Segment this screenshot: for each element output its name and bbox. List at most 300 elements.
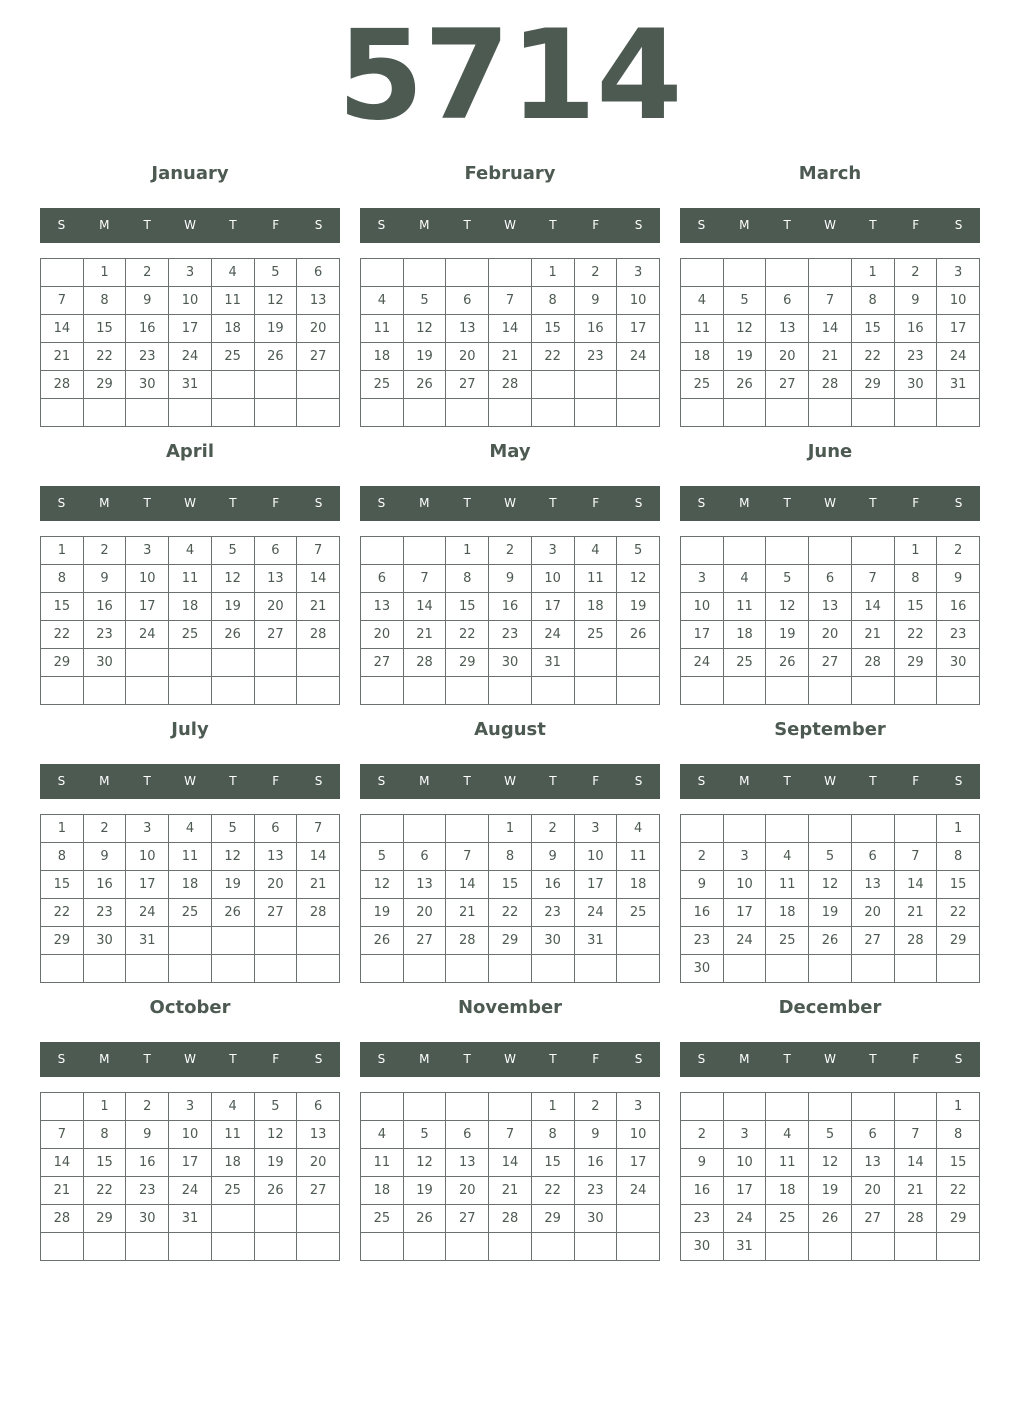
day-cell: 26 [403, 371, 446, 399]
day-cell: 18 [681, 343, 724, 371]
day-cell: 5 [809, 843, 852, 871]
day-cell: 18 [211, 315, 254, 343]
day-cell: 22 [489, 899, 532, 927]
day-cell: 18 [723, 621, 766, 649]
weekday-label: T [549, 1052, 557, 1066]
week-row [681, 1093, 980, 1121]
weekday-label: S [314, 218, 323, 232]
day-cell: 6 [446, 287, 489, 315]
day-cell: 23 [937, 621, 980, 649]
day-cell: 25 [574, 621, 617, 649]
day-cell: 11 [169, 565, 212, 593]
day-cell: 18 [574, 593, 617, 621]
day-cell: 16 [574, 315, 617, 343]
weekday-header [40, 764, 340, 799]
day-cell: 1 [937, 1093, 980, 1121]
day-cell: 10 [937, 287, 980, 315]
day-cell: 31 [531, 649, 574, 677]
month-name: November [457, 997, 563, 1018]
weekday-label: M [739, 774, 750, 788]
weekday-label: S [314, 496, 323, 510]
day-cell: 25 [766, 927, 809, 955]
day-cell: 22 [937, 1177, 980, 1205]
day-cell: 26 [617, 621, 660, 649]
day-cell: 28 [851, 649, 894, 677]
weekday-label: F [272, 218, 280, 232]
day-cell: 18 [211, 1149, 254, 1177]
day-cell: 1 [83, 1093, 126, 1121]
day-cell [723, 259, 766, 287]
day-cell [531, 1233, 574, 1261]
week-row [41, 1233, 340, 1261]
day-cell: 16 [681, 899, 724, 927]
day-cell: 27 [851, 927, 894, 955]
weekday-label: T [143, 218, 151, 232]
month-name: April [165, 441, 215, 462]
day-cell: 29 [489, 927, 532, 955]
day-cell: 17 [937, 315, 980, 343]
day-cell [83, 955, 126, 983]
weekday-label: F [272, 774, 280, 788]
day-cell: 26 [211, 899, 254, 927]
day-cell: 29 [41, 927, 84, 955]
day-cell: 16 [894, 315, 937, 343]
day-cell: 7 [894, 1121, 937, 1149]
day-cell: 18 [169, 871, 212, 899]
day-cell [937, 955, 980, 983]
day-cell: 14 [41, 1149, 84, 1177]
day-cell: 17 [681, 621, 724, 649]
day-cell: 25 [723, 649, 766, 677]
day-cell: 14 [403, 593, 446, 621]
day-cell [617, 927, 660, 955]
day-cell: 24 [723, 927, 766, 955]
day-cell [574, 1233, 617, 1261]
day-cell [446, 677, 489, 705]
day-cell: 31 [937, 371, 980, 399]
day-cell: 30 [574, 1205, 617, 1233]
day-cell: 14 [297, 565, 340, 593]
day-cell [937, 399, 980, 427]
weekday-label: M [419, 774, 430, 788]
day-cell [403, 815, 446, 843]
day-cell [297, 399, 340, 427]
week-row [681, 343, 980, 371]
day-cell: 14 [894, 1149, 937, 1177]
weekday-label: M [99, 774, 110, 788]
day-cell: 30 [894, 371, 937, 399]
day-cell: 10 [126, 565, 169, 593]
day-cell: 6 [851, 843, 894, 871]
week-row [41, 955, 340, 983]
weekday-label: T [869, 774, 877, 788]
day-grid [680, 258, 980, 427]
day-cell: 9 [83, 565, 126, 593]
day-cell [297, 1205, 340, 1233]
week-row [681, 1149, 980, 1177]
day-cell: 13 [361, 593, 404, 621]
day-cell: 16 [937, 593, 980, 621]
day-cell [169, 677, 212, 705]
day-cell: 1 [489, 815, 532, 843]
day-cell: 31 [169, 371, 212, 399]
week-row [361, 343, 660, 371]
day-cell: 22 [83, 343, 126, 371]
day-cell: 12 [211, 843, 254, 871]
day-cell: 11 [617, 843, 660, 871]
day-cell: 17 [531, 593, 574, 621]
day-cell [169, 649, 212, 677]
day-cell [446, 399, 489, 427]
day-cell: 9 [126, 287, 169, 315]
day-cell: 31 [574, 927, 617, 955]
day-cell [766, 1233, 809, 1261]
day-cell: 1 [531, 259, 574, 287]
day-cell: 12 [361, 871, 404, 899]
day-cell: 1 [937, 815, 980, 843]
weekday-header [40, 1042, 340, 1077]
weekday-label: S [314, 774, 323, 788]
day-cell: 9 [126, 1121, 169, 1149]
day-cell [489, 399, 532, 427]
day-cell: 23 [574, 1177, 617, 1205]
weekday-label: W [824, 218, 836, 232]
month-name: March [798, 163, 862, 184]
day-cell: 8 [489, 843, 532, 871]
day-cell: 10 [531, 565, 574, 593]
day-cell: 28 [297, 899, 340, 927]
day-cell: 12 [254, 1121, 297, 1149]
day-cell [83, 399, 126, 427]
day-cell [851, 677, 894, 705]
day-cell: 15 [531, 315, 574, 343]
day-cell [361, 1093, 404, 1121]
weekday-label: S [314, 1052, 323, 1066]
day-cell: 21 [489, 343, 532, 371]
weekday-label: S [954, 1052, 963, 1066]
day-cell [617, 955, 660, 983]
day-cell: 24 [574, 899, 617, 927]
weekday-header [360, 208, 660, 243]
weekday-label: T [783, 496, 791, 510]
day-cell: 11 [681, 315, 724, 343]
weekday-label: W [184, 496, 196, 510]
day-cell: 11 [211, 287, 254, 315]
day-cell: 19 [254, 1149, 297, 1177]
day-cell: 22 [531, 1177, 574, 1205]
day-cell: 4 [617, 815, 660, 843]
day-cell: 15 [851, 315, 894, 343]
day-cell: 4 [211, 259, 254, 287]
day-cell: 17 [723, 1177, 766, 1205]
weekday-label: W [824, 774, 836, 788]
day-cell: 16 [574, 1149, 617, 1177]
day-cell: 30 [531, 927, 574, 955]
day-cell: 4 [361, 1121, 404, 1149]
day-grid [680, 1092, 980, 1261]
day-cell: 11 [361, 1149, 404, 1177]
day-cell [254, 649, 297, 677]
day-cell: 20 [254, 871, 297, 899]
week-row [41, 843, 340, 871]
day-cell: 24 [531, 621, 574, 649]
day-cell: 3 [169, 259, 212, 287]
day-cell: 6 [254, 815, 297, 843]
weekday-header [40, 208, 340, 243]
day-cell: 5 [361, 843, 404, 871]
day-cell: 9 [937, 565, 980, 593]
week-row [41, 649, 340, 677]
day-cell: 19 [211, 871, 254, 899]
day-cell [489, 259, 532, 287]
day-cell: 25 [617, 899, 660, 927]
day-cell [83, 677, 126, 705]
day-cell: 14 [297, 843, 340, 871]
day-cell: 28 [403, 649, 446, 677]
week-row [681, 1177, 980, 1205]
weekday-label: W [824, 1052, 836, 1066]
day-cell: 21 [851, 621, 894, 649]
day-cell: 25 [169, 621, 212, 649]
day-cell [361, 1233, 404, 1261]
day-cell: 2 [489, 537, 532, 565]
week-row [41, 287, 340, 315]
day-cell [41, 1093, 84, 1121]
day-cell: 12 [254, 287, 297, 315]
day-cell: 15 [531, 1149, 574, 1177]
week-row [41, 399, 340, 427]
day-cell [531, 371, 574, 399]
day-cell: 6 [297, 1093, 340, 1121]
day-cell: 27 [254, 621, 297, 649]
day-cell: 19 [211, 593, 254, 621]
weekday-label: M [99, 1052, 110, 1066]
day-cell: 2 [83, 815, 126, 843]
weekday-label: S [57, 218, 66, 232]
day-cell: 1 [851, 259, 894, 287]
weekday-header [680, 486, 980, 521]
day-cell: 1 [531, 1093, 574, 1121]
day-cell [211, 955, 254, 983]
day-cell: 20 [851, 899, 894, 927]
day-cell: 19 [617, 593, 660, 621]
weekday-label: W [504, 218, 516, 232]
week-row [681, 565, 980, 593]
day-cell: 23 [126, 1177, 169, 1205]
week-row [681, 315, 980, 343]
day-cell [254, 927, 297, 955]
weekday-label: T [143, 496, 151, 510]
weekday-label: M [419, 1052, 430, 1066]
day-cell [617, 649, 660, 677]
day-cell: 30 [83, 649, 126, 677]
day-cell: 24 [169, 343, 212, 371]
day-cell: 19 [403, 1177, 446, 1205]
weekday-label: M [739, 1052, 750, 1066]
day-cell [403, 1093, 446, 1121]
weekday-label: T [463, 496, 471, 510]
day-cell: 3 [937, 259, 980, 287]
week-row [361, 1149, 660, 1177]
day-cell [809, 537, 852, 565]
day-cell: 22 [894, 621, 937, 649]
day-cell: 25 [681, 371, 724, 399]
day-cell [126, 399, 169, 427]
month-name: September [774, 719, 886, 740]
week-row [681, 537, 980, 565]
day-cell: 28 [297, 621, 340, 649]
day-cell [297, 371, 340, 399]
day-cell [126, 1233, 169, 1261]
day-cell: 20 [254, 593, 297, 621]
day-cell: 1 [446, 537, 489, 565]
day-cell: 8 [937, 843, 980, 871]
day-cell: 25 [211, 343, 254, 371]
day-cell: 16 [83, 593, 126, 621]
day-cell: 17 [574, 871, 617, 899]
weekday-label: W [504, 496, 516, 510]
day-cell [297, 649, 340, 677]
day-cell: 27 [403, 927, 446, 955]
week-row [681, 677, 980, 705]
day-cell [83, 1233, 126, 1261]
day-cell: 29 [937, 1205, 980, 1233]
week-row [41, 593, 340, 621]
day-cell: 6 [766, 287, 809, 315]
week-row [41, 899, 340, 927]
day-cell: 17 [126, 593, 169, 621]
week-row [361, 259, 660, 287]
month-name: October [149, 997, 231, 1018]
day-cell: 5 [403, 287, 446, 315]
day-cell: 18 [766, 1177, 809, 1205]
day-cell [41, 259, 84, 287]
day-cell: 7 [41, 287, 84, 315]
day-cell: 28 [446, 927, 489, 955]
day-cell: 31 [126, 927, 169, 955]
day-cell [681, 677, 724, 705]
day-cell: 29 [83, 371, 126, 399]
day-cell: 10 [723, 871, 766, 899]
day-cell: 21 [446, 899, 489, 927]
weekday-label: S [954, 496, 963, 510]
day-cell: 7 [489, 287, 532, 315]
day-cell: 16 [83, 871, 126, 899]
day-cell: 21 [894, 1177, 937, 1205]
day-cell: 14 [446, 871, 489, 899]
week-row [681, 843, 980, 871]
day-cell: 23 [894, 343, 937, 371]
weekday-label: S [697, 1052, 706, 1066]
day-cell [723, 399, 766, 427]
day-cell: 30 [126, 1205, 169, 1233]
day-cell: 8 [83, 1121, 126, 1149]
day-cell [126, 649, 169, 677]
day-cell [403, 399, 446, 427]
day-cell: 29 [937, 927, 980, 955]
day-cell [723, 815, 766, 843]
day-cell: 23 [83, 621, 126, 649]
day-cell: 9 [574, 287, 617, 315]
day-cell: 25 [211, 1177, 254, 1205]
day-cell: 19 [766, 621, 809, 649]
day-cell: 2 [83, 537, 126, 565]
week-row [41, 1121, 340, 1149]
day-cell: 26 [211, 621, 254, 649]
week-row [681, 399, 980, 427]
day-cell [361, 955, 404, 983]
week-row [361, 815, 660, 843]
day-cell: 14 [809, 315, 852, 343]
weekday-label: W [184, 1052, 196, 1066]
week-row [681, 1121, 980, 1149]
weekday-header [680, 764, 980, 799]
day-cell: 16 [126, 315, 169, 343]
day-cell: 18 [617, 871, 660, 899]
day-cell [723, 537, 766, 565]
week-row [361, 677, 660, 705]
day-cell: 27 [297, 1177, 340, 1205]
day-cell [766, 955, 809, 983]
weekday-label: T [229, 218, 237, 232]
day-cell: 13 [297, 287, 340, 315]
week-row [361, 843, 660, 871]
weekday-label: S [377, 774, 386, 788]
weekday-header [680, 1042, 980, 1077]
day-cell: 2 [681, 1121, 724, 1149]
day-cell [937, 677, 980, 705]
day-cell: 3 [169, 1093, 212, 1121]
day-cell: 21 [297, 593, 340, 621]
day-cell: 4 [681, 287, 724, 315]
day-cell: 6 [403, 843, 446, 871]
day-cell: 28 [41, 371, 84, 399]
day-cell: 18 [361, 343, 404, 371]
day-cell [723, 955, 766, 983]
weekday-label: M [419, 496, 430, 510]
day-cell: 3 [531, 537, 574, 565]
day-cell [254, 399, 297, 427]
month-name: February [464, 163, 556, 184]
week-row [361, 649, 660, 677]
day-cell: 19 [361, 899, 404, 927]
day-cell: 5 [211, 537, 254, 565]
day-cell [169, 1233, 212, 1261]
day-cell [41, 399, 84, 427]
week-row [361, 315, 660, 343]
week-row [681, 621, 980, 649]
day-cell: 26 [254, 1177, 297, 1205]
day-cell: 10 [126, 843, 169, 871]
day-cell: 5 [617, 537, 660, 565]
year-title: 5714 [337, 4, 683, 148]
day-cell: 30 [681, 1233, 724, 1261]
day-cell [681, 259, 724, 287]
day-cell: 30 [489, 649, 532, 677]
day-cell: 10 [169, 287, 212, 315]
day-cell: 22 [531, 343, 574, 371]
day-cell [211, 649, 254, 677]
day-cell: 14 [41, 315, 84, 343]
weekday-label: F [912, 218, 920, 232]
day-cell [681, 815, 724, 843]
weekday-label: W [184, 218, 196, 232]
day-cell: 24 [617, 343, 660, 371]
day-cell [41, 955, 84, 983]
day-cell: 2 [574, 1093, 617, 1121]
day-cell [574, 649, 617, 677]
day-cell [809, 1093, 852, 1121]
